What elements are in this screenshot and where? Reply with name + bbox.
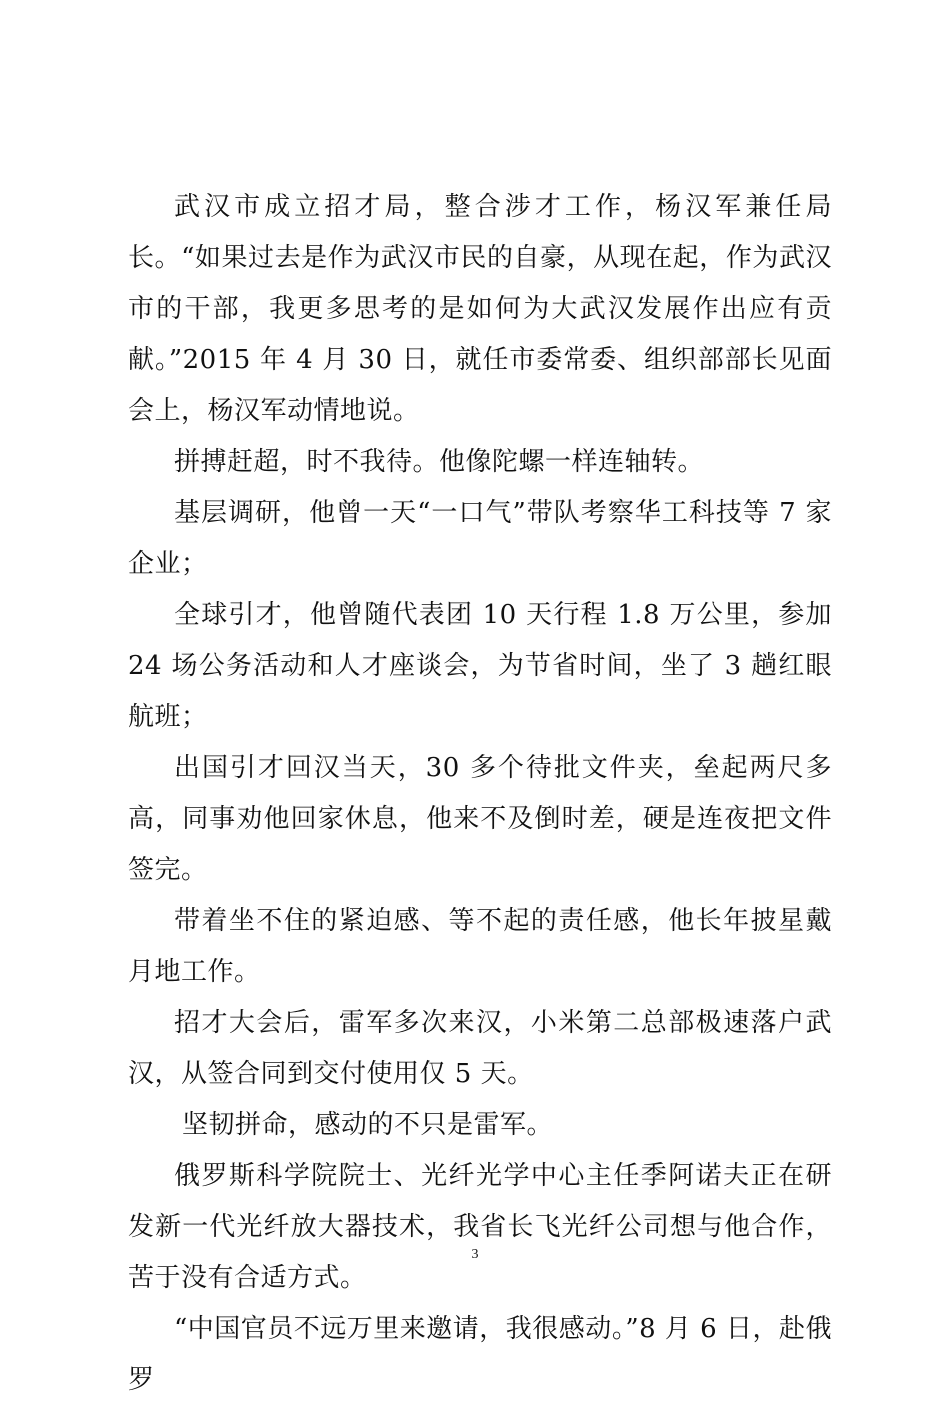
paragraph-8: 坚韧拼命，感动的不只是雷军。 <box>182 1110 554 1140</box>
paragraph-9: 俄罗斯科学院院士、光纤光学中心主任季阿诺夫正在研发新一代光纤放大器技术，我省长飞光纤公司想与他合作，苦于没有合适方式。 <box>128 1161 832 1293</box>
document-body <box>128 182 832 1406</box>
paragraph-1: 武汉市成立招才局，整合涉才工作，杨汉军兼任局长。“如果过去是作为武汉市民的自豪，从现在起，作为武汉市的干部，我更多思考的是如何为大武汉发展作出应有贡献。”2015 年 4 月 30 日，就任市委常委、组织部部长见面会上，杨汉军动情地说。 <box>128 192 832 426</box>
paragraph-6: 带着坐不住的紧迫感、等不起的责任感，他长年披星戴月地工作。 <box>128 906 832 987</box>
paragraph-3: 基层调研，他曾一天“一口气”带队考察华工科技等 7 家企业； <box>128 498 832 579</box>
paragraph-2: 拼搏赶超，时不我待。他像陀螺一样连轴转。 <box>174 447 705 477</box>
paragraph-10: “中国官员不远万里来邀请，我很感动。”8 月 6 日，赴俄罗 <box>128 1314 832 1395</box>
paragraph-7: 招才大会后，雷军多次来汉，小米第二总部极速落户武汉，从签合同到交付使用仅 5 天。 <box>128 1008 832 1089</box>
paragraph-5: 出国引才回汉当天，30 多个待批文件夹，垒起两尺多高，同事劝他回家休息，他来不及倒时差，硬是连夜把文件签完。 <box>128 753 832 885</box>
page-number: 3 <box>471 1247 479 1262</box>
paragraph-4: 全球引才，他曾随代表团 10 天行程 1.8 万公里，参加 24 场公务活动和人才座谈会，为节省时间，坐了 3 趟红眼航班； <box>128 600 832 732</box>
